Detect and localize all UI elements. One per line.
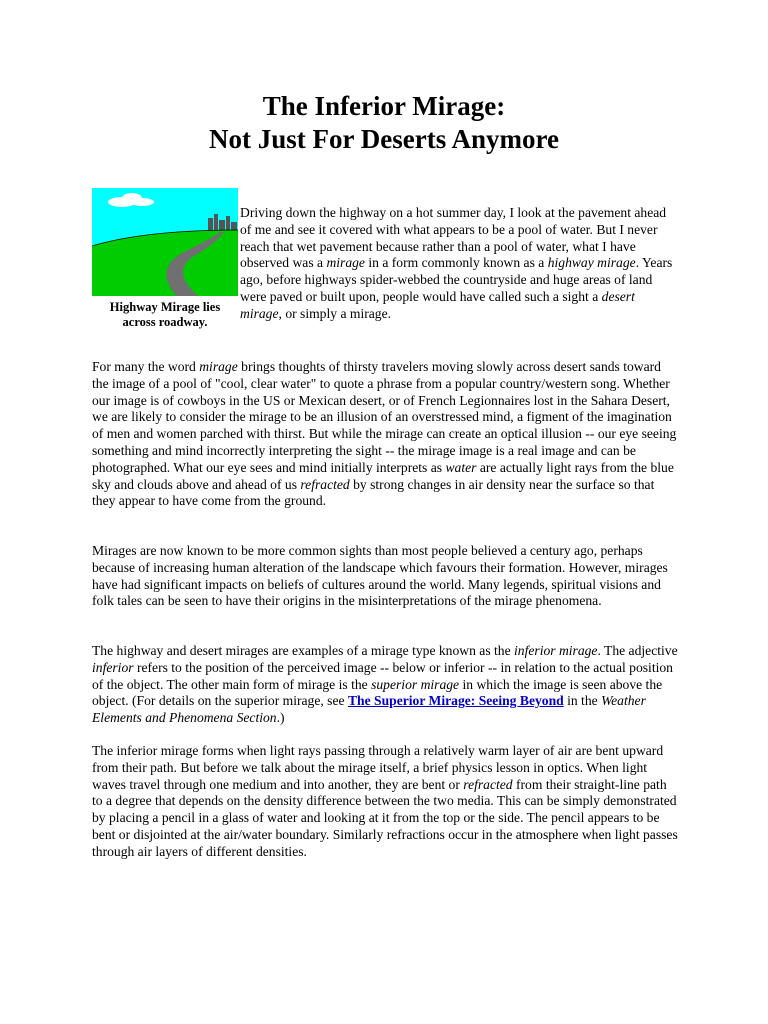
p3-text-6: .): [276, 710, 285, 726]
p3-term-section-name: Weather Elements and Phenomena Section: [92, 693, 646, 726]
paragraph-3: [92, 643, 680, 727]
p4-term-refracted: refracted: [463, 776, 513, 792]
title-line-2: Not Just For Deserts Anymore: [209, 124, 559, 154]
p3-term-inferior-mirage: inferior mirage: [514, 643, 598, 658]
intro-term-desert-mirage: desert mirage: [240, 288, 635, 321]
intro-text-1: Driving down the highway on a hot summer day, I look at the pavement ahead of me and see it covered with what appears to be a pool of water. But I never reach that wet pavement because rather than a pool of water, what I have observed was a: [240, 205, 667, 271]
p3-text-2: . The adjective: [597, 643, 678, 658]
paragraph-1: [92, 359, 680, 510]
intro-text-3: . Years ago, before highways spider-webbed the countryside and huge areas of land were paved or built upon, people would have called such a sight a: [240, 255, 673, 304]
p1-term-water: water: [445, 459, 477, 475]
p1-term-refracted: refracted: [300, 476, 350, 492]
p1-text-4: by strong changes in air density near the surface so that they appear to have come from the ground.: [92, 476, 655, 509]
p4-text-2: from their straight-line path to a degree that depends on the density difference between the two media. This can be simply demonstrated by placing a pencil in a glass of water and looking at it from the top or the side. The pencil appears to be bent or disjointed at the air/water boundary. Similarly refractions occur in the atmosphere when light passes through air layers of different densities.: [92, 776, 678, 859]
intro-text-2: in a form commonly known as a: [364, 255, 548, 271]
highway-mirage-figure: [92, 188, 238, 329]
superior-mirage-link[interactable]: The Superior Mirage: Seeing Beyond: [347, 693, 564, 709]
p1-term-mirage: mirage: [199, 359, 238, 374]
title-line-1: The Inferior Mirage:: [262, 91, 506, 121]
intro-term-highway-mirage: highway mirage: [547, 255, 636, 271]
p3-term-superior-mirage: superior mirage: [371, 676, 460, 692]
p3-text-4: in which the image is seen above the object. (For details on the superior mirage, see: [92, 676, 663, 709]
p1-text-3: are actually light rays from the blue sky and clouds above and ahead of us: [92, 459, 674, 492]
intro-text-4: , or simply a mirage.: [278, 305, 392, 321]
paragraph-2: Mirages are now known to be more common sights than most people believed a century ago, perhaps because of increasing human alteration of the landscape which favours their formation. However, mirages have had significant impacts on beliefs of cultures around the world. Many legends, spiritual visions and folk tales can be seen to have their origins in the misinterpretations of the mirage phenomena.: [92, 543, 668, 609]
intro-paragraph: [240, 205, 680, 323]
p4-text-1: The inferior mirage forms when light rays passing through a relatively warm layer of air are bent upward from their path. But before we talk about the mirage itself, a brief physics lesson in optics. When light waves travel through one medium and into another, they are bent or: [92, 743, 664, 792]
p3-text-1: The highway and desert mirages are examples of a mirage type known as the: [92, 643, 515, 658]
page-title: [0, 90, 768, 156]
highway-mirage-illustration: [92, 188, 238, 296]
p3-text-3: refers to the position of the perceived image -- below or inferior -- in relation to the actual position of the object. The other main form of mirage is the: [92, 659, 673, 692]
paragraph-4: [92, 743, 680, 861]
p3-text-5: in the: [563, 693, 602, 709]
intro-term-mirage: mirage: [326, 255, 365, 271]
figure-caption: Highway Mirage lies across roadway.: [109, 300, 221, 329]
p3-term-inferior: inferior: [92, 659, 134, 675]
p1-text-1: For many the word: [92, 359, 200, 374]
p1-text-2: brings thoughts of thirsty travelers moving slowly across desert sands toward the image of a pool of "cool, clear water" to quote a phrase from a popular country/western song. Whether our image is of cowboys in the US or Mexican desert, or of French Legionnaires lost in the Sahara Desert, we are likely to consider the mirage to be an illusion of an overstressed mind, a figment of the imagination of men and women parched with thirst. But while the mirage can create an optical illusion -- our eye seeing something and mind incorrectly interpreting the sight -- the mirage image is a real image and can be photographed. What our eye sees and mind initially interprets as: [92, 359, 677, 475]
